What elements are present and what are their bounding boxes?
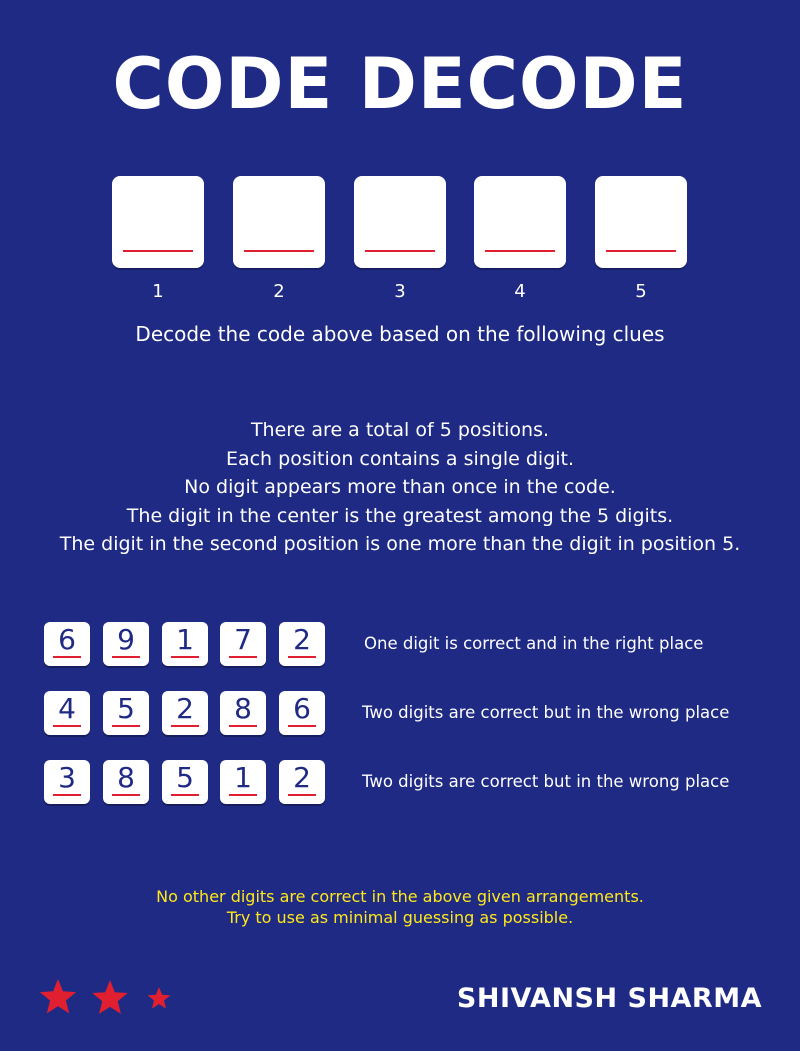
digit-tile (162, 691, 208, 735)
slot-number: 1 (152, 281, 164, 302)
tile-underline (229, 794, 257, 796)
guess-row-3 (44, 760, 784, 806)
author-name: SHIVANSH SHARMA (456, 983, 762, 1014)
code-slot-4[interactable] (474, 176, 566, 302)
digit-tile (44, 622, 90, 666)
notes (0, 886, 800, 928)
tile-digit: 1 (176, 623, 194, 656)
tile-digit: 8 (234, 692, 252, 725)
tile-underline (112, 794, 140, 796)
code-slot-box[interactable] (595, 176, 687, 268)
code-slot-1[interactable] (112, 176, 204, 302)
digit-tile (162, 622, 208, 666)
digit-tile (103, 760, 149, 804)
digit-tile (220, 691, 266, 735)
digit-tile (279, 691, 325, 735)
code-slot-2[interactable] (233, 176, 325, 302)
tile-digit: 6 (293, 692, 311, 725)
tile-underline (53, 725, 81, 727)
tile-underline (112, 656, 140, 658)
slot-underline (244, 250, 314, 252)
code-slots (112, 176, 688, 306)
rules-list (0, 416, 800, 559)
slot-underline (123, 250, 193, 252)
tile-underline (288, 656, 316, 658)
digit-tile (279, 622, 325, 666)
clue-text: Two digits are correct but in the wrong place (362, 772, 730, 791)
code-slot-box[interactable] (112, 176, 204, 268)
guess-row-1 (44, 622, 784, 668)
rule-text: The digit in the second position is one more than the digit in position 5. (59, 533, 741, 555)
tile-digit: 7 (234, 623, 252, 656)
rule-text: There are a total of 5 positions. (250, 419, 550, 441)
tile-underline (112, 725, 140, 727)
guess-row-2 (44, 691, 784, 737)
tile-underline (229, 725, 257, 727)
tile-digit: 3 (58, 761, 76, 794)
note-text: Try to use as minimal guessing as possible. (226, 908, 574, 927)
code-slot-box[interactable] (474, 176, 566, 268)
tile-underline (171, 656, 199, 658)
digit-tile (279, 760, 325, 804)
page-title: CODE DECODE (112, 43, 688, 125)
digit-tile (44, 760, 90, 804)
tile-digit: 6 (58, 623, 76, 656)
rule-text: No digit appears more than once in the code. (184, 476, 616, 498)
digit-tile (220, 622, 266, 666)
rule-text: Each position contains a single digit. (225, 447, 575, 470)
tile-digit: 1 (234, 761, 252, 794)
star-icon (92, 980, 128, 1014)
clue-text: Two digits are correct but in the wrong place (362, 703, 730, 722)
code-slot-3[interactable] (354, 176, 446, 302)
tile-underline (171, 794, 199, 796)
tile-digit: 2 (176, 692, 194, 725)
slot-underline (365, 250, 435, 252)
code-slot-box[interactable] (354, 176, 446, 268)
code-slot-5[interactable] (595, 176, 687, 302)
digit-tile (103, 622, 149, 666)
digit-tile (103, 691, 149, 735)
tile-underline (53, 656, 81, 658)
tile-digit: 8 (117, 761, 135, 794)
tile-digit: 5 (117, 692, 135, 725)
note-text: No other digits are correct in the above given arrangements. (156, 887, 644, 906)
digit-tile (220, 760, 266, 804)
rule-text: The digit in the center is the greatest among the 5 digits. (126, 504, 674, 527)
tile-underline (229, 656, 257, 658)
slot-underline (485, 250, 555, 252)
slot-number: 3 (394, 281, 406, 302)
tile-underline (53, 794, 81, 796)
tile-digit: 9 (117, 623, 135, 656)
tile-digit: 2 (293, 623, 311, 656)
slot-number: 5 (635, 281, 647, 302)
digit-tile (162, 760, 208, 804)
star-icon (40, 979, 76, 1013)
clue-text: One digit is correct and in the right place (364, 634, 704, 653)
star-icon (148, 987, 171, 1009)
slot-underline (606, 250, 676, 252)
tile-digit: 5 (176, 761, 194, 794)
slot-number: 4 (514, 281, 526, 302)
tile-digit: 2 (293, 761, 311, 794)
tile-digit: 4 (58, 692, 76, 725)
slot-number: 2 (273, 281, 285, 302)
tile-underline (288, 725, 316, 727)
code-slot-box[interactable] (233, 176, 325, 268)
difficulty-stars (36, 976, 186, 1026)
instructions-subtitle: Decode the code above based on the following clues (135, 322, 665, 346)
tile-underline (171, 725, 199, 727)
tile-underline (288, 794, 316, 796)
digit-tile (44, 691, 90, 735)
